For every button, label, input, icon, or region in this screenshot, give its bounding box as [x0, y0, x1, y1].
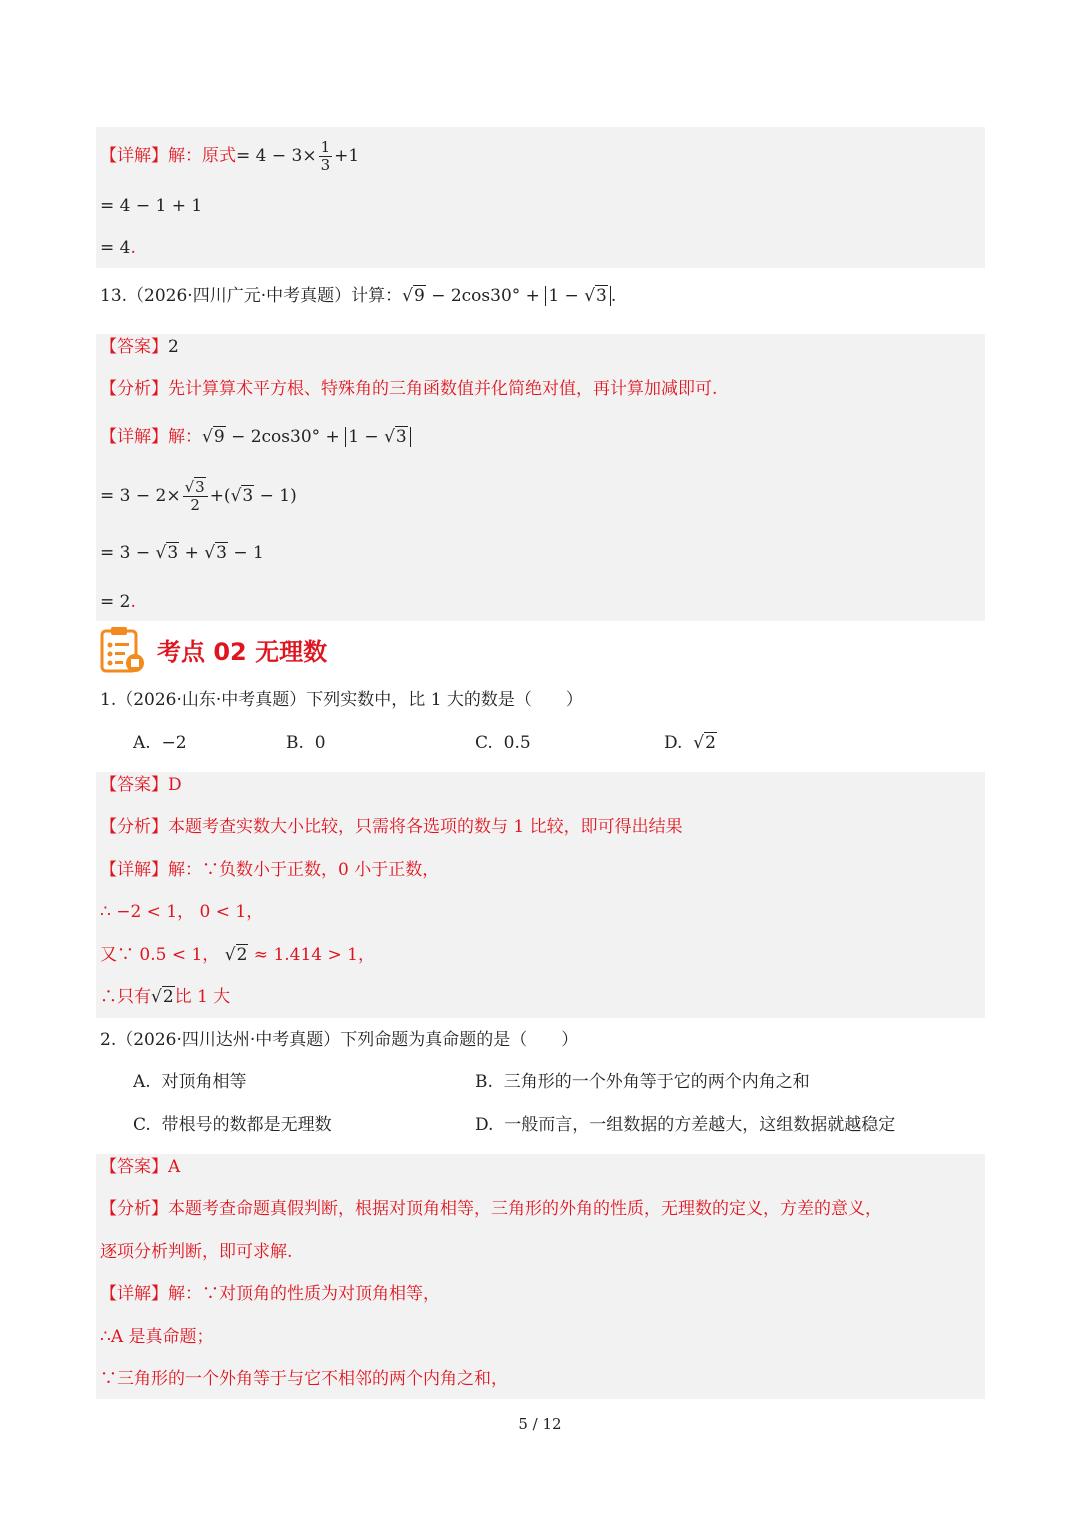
- q13-step-2: = 3 − √3 + √3 − 1: [100, 543, 264, 563]
- q1-stem: 1.（2026·山东·中考真题）下列实数中，比 1 大的数是（ ）: [100, 690, 583, 710]
- fraction: $\frac{√3}{2}$: [183, 479, 208, 514]
- q2-step-2: ∴A 是真命题；: [100, 1327, 214, 1347]
- q1-option-a: A. −2: [133, 733, 187, 753]
- q1-analysis: 【分析】本题考查实数大小比较，只需将各选项的数与 1 比较，即可得出结果: [100, 817, 683, 837]
- q2-solution-box: [96, 1154, 985, 1399]
- q13-analysis: 【分析】先计算算术平方根、特殊角的三角函数值并化简绝对值，再计算加减即可.: [100, 379, 718, 399]
- q2-analysis-cont: 逐项分析判断，即可求解.: [100, 1242, 293, 1262]
- prev-step-3: = 4.: [100, 238, 136, 258]
- section-title: 考点 02 无理数: [157, 638, 328, 666]
- q2-step-3: ∵三角形的一个外角等于与它不相邻的两个内角之和，: [100, 1369, 508, 1389]
- q1-step-2: ∴ −2 < 1， 0 < 1，: [100, 902, 264, 922]
- q13-step-1: = 3 − 2× $\frac{√3}{2}$ +(√3 − 1): [100, 478, 297, 514]
- q13-detail: 【详解】解：√9 − 2cos30° + 1 − √3: [100, 422, 411, 452]
- q1-option-b: B. 0: [286, 733, 326, 753]
- clipboard-checklist-icon: [98, 625, 146, 675]
- q2-option-a: A. 对顶角相等: [133, 1072, 247, 1092]
- q2-answer: 【答案】A: [100, 1157, 181, 1177]
- fraction: $\frac{1}{3}$: [320, 138, 331, 174]
- q1-option-c: C. 0.5: [475, 733, 531, 753]
- prev-step-2: = 4 − 1 + 1: [100, 196, 203, 216]
- q1-detail: 【详解】解：∵负数小于正数，0 小于正数，: [100, 860, 440, 880]
- page-number: 5 / 12: [518, 1415, 562, 1433]
- q1-answer: 【答案】D: [100, 775, 182, 795]
- q13-stem: 13.（2026·四川广元·中考真题）计算：√9 − 2cos30° + 1 − √3 .: [100, 286, 617, 306]
- detail-label: 【详解】: [100, 146, 168, 166]
- q2-detail: 【详解】解：∵对顶角的性质为对顶角相等，: [100, 1284, 440, 1304]
- q1-option-d: D. √2: [664, 733, 716, 753]
- q2-option-c: C. 带根号的数都是无理数: [133, 1115, 332, 1135]
- q2-option-d: D. 一般而言，一组数据的方差越大，这组数据就越稳定: [475, 1115, 896, 1135]
- q1-step-4: ∴只有√2比 1 大: [100, 987, 231, 1007]
- q13-step-3: = 2.: [100, 592, 136, 612]
- prev-detail-line: 【详解】解：原式= 4 − 3× $\frac{1}{3}$ +1: [100, 138, 360, 174]
- q2-option-b: B. 三角形的一个外角等于它的两个内角之和: [475, 1072, 810, 1092]
- q1-step-3: 又∵ 0.5 < 1， √2 ≈ 1.414 > 1，: [100, 945, 375, 965]
- q2-stem: 2.（2026·四川达州·中考真题）下列命题为真命题的是（ ）: [100, 1030, 579, 1050]
- q2-analysis: 【分析】本题考查命题真假判断，根据对顶角相等，三角形的外角的性质，无理数的定义，方差的意义，: [100, 1199, 882, 1219]
- q13-answer: 【答案】2: [100, 337, 179, 357]
